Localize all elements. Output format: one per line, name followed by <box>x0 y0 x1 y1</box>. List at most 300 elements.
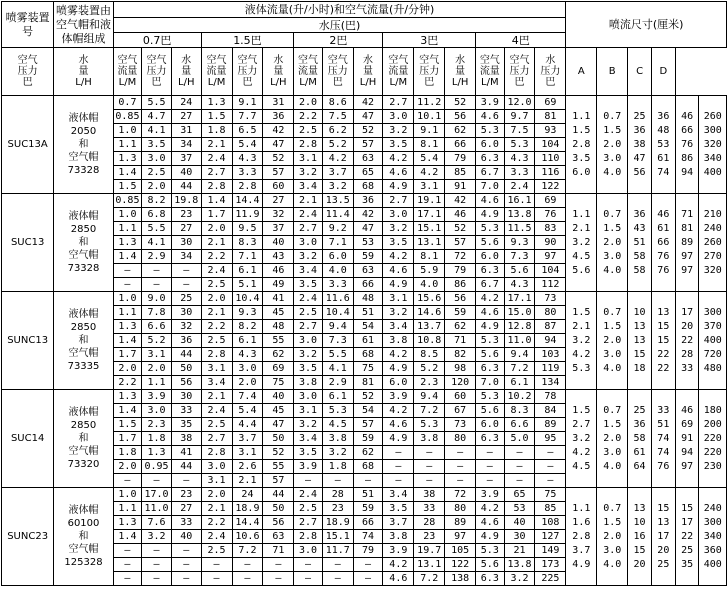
flow-cell: 3.8 <box>383 334 414 348</box>
flow-cell: 7.0 <box>476 376 505 390</box>
dims-cell: 240 <box>699 222 727 236</box>
flow-cell: 7.5 <box>322 110 353 124</box>
flow-cell: 6.6 <box>504 418 535 432</box>
flow-cell: 4.6 <box>383 166 414 180</box>
flow-cell: 83 <box>535 222 566 236</box>
flow-cell: – <box>171 474 201 488</box>
flow-cell: 47 <box>263 418 294 432</box>
dims-cell: 3.2 <box>566 236 597 250</box>
cap-line: 和 <box>78 433 89 444</box>
flow-cell: 12.0 <box>504 96 535 110</box>
flow-cell: 1.3 <box>113 320 142 334</box>
flow-cell: 6.1 <box>232 264 263 278</box>
flow-cell: 90 <box>535 236 566 250</box>
flow-cell: 2.7 <box>201 166 232 180</box>
flow-cell: 68 <box>353 460 383 474</box>
flow-cell: 1.3 <box>142 446 172 460</box>
flow-cell: 51 <box>353 306 383 320</box>
flow-cell: 48 <box>263 320 294 334</box>
dims-cell: 1.5 <box>566 124 597 138</box>
flow-cell: 35 <box>171 418 201 432</box>
table-row <box>2 488 727 502</box>
flow-cell: 6.3 <box>476 362 505 376</box>
dims-sub-header: B <box>597 48 628 96</box>
dims-cell: 2.8 <box>566 530 597 544</box>
dims-empty-cell <box>628 572 652 586</box>
dims-empty-cell <box>699 194 727 208</box>
flow-cell: 73 <box>535 292 566 306</box>
flow-cell: 57 <box>263 166 294 180</box>
dims-cell: 25 <box>628 110 652 124</box>
dims-cell: 2.0 <box>597 334 628 348</box>
flow-cell: 9.1 <box>414 124 445 138</box>
flow-cell: 1.4 <box>113 334 142 348</box>
cap-composition <box>54 292 113 390</box>
dims-sub-header: D <box>651 48 675 96</box>
flow-cell: 27 <box>263 194 294 208</box>
dims-cell: 400 <box>699 334 727 348</box>
flow-cell: 94 <box>535 334 566 348</box>
dims-cell: 33 <box>675 362 699 376</box>
flow-cell: 85 <box>445 166 476 180</box>
flow-cell: 3.2 <box>294 348 323 362</box>
dims-empty-cell <box>699 390 727 404</box>
flow-cell: 6.1 <box>504 376 535 390</box>
flow-cell: 31 <box>171 124 201 138</box>
flow-cell: 50 <box>171 362 201 376</box>
sub-column-header: 水 量 L/H <box>353 48 383 96</box>
flow-cell: 9.1 <box>232 96 263 110</box>
dims-empty-cell <box>628 96 652 110</box>
flow-cell: 46 <box>445 208 476 222</box>
flow-cell: 2.5 <box>201 544 232 558</box>
flow-cell: 2.0 <box>201 488 232 502</box>
flow-cell: 104 <box>535 264 566 278</box>
flow-cell: 73 <box>445 418 476 432</box>
sub-column-header: 水 量 L/H <box>54 48 113 96</box>
dims-cell: 76 <box>651 264 675 278</box>
flow-cell: 52 <box>445 222 476 236</box>
model-code: SUC13 <box>2 194 54 292</box>
flow-cell: 4.2 <box>383 348 414 362</box>
flow-cell: 30 <box>504 530 535 544</box>
flow-cell: 9.4 <box>504 348 535 362</box>
flow-cell: 40 <box>263 390 294 404</box>
dims-sub-header: C <box>628 48 652 96</box>
flow-cell: 68 <box>353 348 383 362</box>
flow-cell: 6.7 <box>476 278 505 292</box>
flow-cell: 3.2 <box>294 166 323 180</box>
flow-cell: 4.6 <box>383 418 414 432</box>
cap-line: 125328 <box>64 557 103 568</box>
flow-cell: 3.1 <box>383 292 414 306</box>
dims-cell: 15 <box>675 502 699 516</box>
flow-cell: 1.1 <box>113 502 142 516</box>
flow-cell: 6.6 <box>142 320 172 334</box>
dims-cell: 64 <box>628 460 652 474</box>
table-row <box>2 390 727 404</box>
dims-empty-cell <box>699 96 727 110</box>
dims-empty-cell <box>651 390 675 404</box>
flow-cell: 41 <box>263 292 294 306</box>
flow-cell: 4.7 <box>142 110 172 124</box>
dims-cell: 35 <box>675 558 699 572</box>
flow-cell: 13.8 <box>504 208 535 222</box>
cap-line: 73335 <box>67 361 100 372</box>
dims-empty-cell <box>566 572 597 586</box>
flow-cell: 2.5 <box>201 334 232 348</box>
flow-cell: 61 <box>353 334 383 348</box>
dims-cell: 61 <box>651 222 675 236</box>
dims-cell: 1.6 <box>566 516 597 530</box>
flow-cell: 4.9 <box>383 432 414 446</box>
flow-cell: 23 <box>171 488 201 502</box>
flow-cell: 5.3 <box>476 544 505 558</box>
flow-cell: 3.9 <box>294 460 323 474</box>
flow-cell: 13.7 <box>414 320 445 334</box>
flow-cell: 17.1 <box>504 292 535 306</box>
dims-empty-cell <box>675 180 699 194</box>
cap-line: 和 <box>78 335 89 346</box>
flow-cell: – <box>414 446 445 460</box>
flow-cell: 0.95 <box>142 460 172 474</box>
flow-cell: 4.9 <box>476 530 505 544</box>
flow-cell: 5.4 <box>232 404 263 418</box>
flow-cell: 36 <box>353 194 383 208</box>
flow-cell: 1.3 <box>113 390 142 404</box>
dims-cell: 74 <box>651 432 675 446</box>
flow-cell: 5.3 <box>476 222 505 236</box>
flow-cell: 5.5 <box>142 96 172 110</box>
flow-cell: 4.1 <box>142 236 172 250</box>
flow-cell: 3.7 <box>383 516 414 530</box>
flow-cell: 33 <box>414 502 445 516</box>
flow-cell: 2.5 <box>294 124 323 138</box>
flow-cell: 55 <box>263 460 294 474</box>
flow-cell: 56 <box>445 110 476 124</box>
dims-empty-cell <box>597 194 628 208</box>
cap-line: 2050 <box>70 126 97 137</box>
flow-cell: 3.7 <box>322 166 353 180</box>
flow-cell: – <box>201 558 232 572</box>
cap-composition <box>54 96 113 194</box>
dims-empty-cell <box>597 572 628 586</box>
flow-cell: 10.1 <box>414 110 445 124</box>
sub-column-header: 空气 压力 巴 <box>232 48 263 96</box>
dims-sub-header: A <box>566 48 597 96</box>
flow-cell: 5.3 <box>504 138 535 152</box>
flow-cell: 3.4 <box>294 432 323 446</box>
flow-cell: 3.2 <box>504 572 535 586</box>
flow-cell: 5.6 <box>476 404 505 418</box>
flow-cell: 2.8 <box>201 446 232 460</box>
dims-cell: 15 <box>628 544 652 558</box>
flow-cell: 8.3 <box>232 236 263 250</box>
flow-cell: – <box>113 572 142 586</box>
flow-cell: 4.1 <box>322 362 353 376</box>
dims-cell: 36 <box>628 418 652 432</box>
dims-cell: 4.2 <box>566 348 597 362</box>
flow-cell: 71 <box>263 544 294 558</box>
flow-cell: 1.0 <box>113 488 142 502</box>
flow-cell: – <box>142 264 172 278</box>
dims-empty-cell <box>566 194 597 208</box>
flow-cell: 3.0 <box>232 362 263 376</box>
flow-cell: 7.1 <box>322 236 353 250</box>
flow-cell: – <box>383 446 414 460</box>
flow-cell: 4.9 <box>383 180 414 194</box>
dims-empty-cell <box>597 180 628 194</box>
flow-cell: 5.3 <box>476 334 505 348</box>
flow-cell: 7.0 <box>476 180 505 194</box>
dims-empty-cell <box>566 474 597 488</box>
flow-cell: 2.4 <box>294 488 323 502</box>
flow-cell: 80 <box>535 306 566 320</box>
flow-cell: 4.6 <box>476 516 505 530</box>
flow-cell: 13.1 <box>414 236 445 250</box>
cap-composition <box>54 488 113 586</box>
flow-cell: 7.2 <box>504 362 535 376</box>
flow-cell: – <box>504 460 535 474</box>
flow-cell: 2.0 <box>113 460 142 474</box>
flow-cell: 2.7 <box>294 222 323 236</box>
dims-cell: 17 <box>675 516 699 530</box>
flow-cell: 1.0 <box>113 124 142 138</box>
flow-cell: 89 <box>445 516 476 530</box>
dims-empty-cell <box>597 96 628 110</box>
dims-empty-cell <box>651 488 675 502</box>
flow-cell: 103 <box>535 348 566 362</box>
dims-cell: 69 <box>675 418 699 432</box>
flow-cell: 138 <box>445 572 476 586</box>
flow-cell: 11.4 <box>322 208 353 222</box>
flow-cell: 5.4 <box>414 152 445 166</box>
cap-line: 60100 <box>67 518 100 529</box>
flow-cell: 1.8 <box>142 432 172 446</box>
dims-cell: 1.1 <box>566 110 597 124</box>
cap-line: 空气帽 <box>68 446 99 457</box>
flow-cell: – <box>414 460 445 474</box>
flow-cell: 47 <box>263 138 294 152</box>
flow-cell: 53 <box>353 236 383 250</box>
dims-cell: 2.0 <box>597 236 628 250</box>
dims-empty-cell <box>628 194 652 208</box>
flow-cell: 19.8 <box>171 194 201 208</box>
dims-cell: 15 <box>651 502 675 516</box>
dims-cell: 2.1 <box>566 320 597 334</box>
flow-cell: 23 <box>414 530 445 544</box>
flow-cell: 127 <box>535 530 566 544</box>
flow-cell: 122 <box>445 558 476 572</box>
sub-column-header: 空气 流量 L/M <box>476 48 505 96</box>
model-code: SUNC13 <box>2 292 54 390</box>
flow-cell: 6.0 <box>476 138 505 152</box>
flow-cell: 9.5 <box>232 222 263 236</box>
flow-cell: 57 <box>445 236 476 250</box>
flow-cell: – <box>445 460 476 474</box>
dims-cell: 3.0 <box>597 446 628 460</box>
flow-cell: 2.7 <box>383 194 414 208</box>
flow-cell: 3.1 <box>414 180 445 194</box>
flow-cell: 2.7 <box>383 96 414 110</box>
dims-cell: 13 <box>651 306 675 320</box>
flow-cell: 97 <box>535 250 566 264</box>
dims-cell: 22 <box>651 362 675 376</box>
flow-cell: 7.6 <box>142 516 172 530</box>
flow-cell: 40 <box>171 166 201 180</box>
flow-cell: – <box>476 446 505 460</box>
dims-empty-cell <box>628 474 652 488</box>
flow-cell: – <box>353 572 383 586</box>
flow-cell: 81 <box>353 376 383 390</box>
dims-cell: 4.0 <box>597 362 628 376</box>
flow-cell: – <box>294 572 323 586</box>
dims-empty-cell <box>597 474 628 488</box>
dims-cell: 340 <box>699 530 727 544</box>
flow-cell: 2.1 <box>201 502 232 516</box>
dims-cell: 3.0 <box>597 348 628 362</box>
dims-cell: 1.5 <box>566 306 597 320</box>
dims-title: 喷流尺寸(厘米) <box>566 2 727 48</box>
flow-cell: 6.5 <box>232 124 263 138</box>
flow-cell: 6.3 <box>476 432 505 446</box>
dims-cell: 22 <box>675 530 699 544</box>
flow-cell: – <box>171 572 201 586</box>
flow-cell: 76 <box>535 208 566 222</box>
flow-cell: 2.4 <box>504 180 535 194</box>
flow-cell: 42 <box>353 208 383 222</box>
dims-empty-cell <box>651 180 675 194</box>
dims-empty-cell <box>597 390 628 404</box>
flow-cell: 2.4 <box>201 530 232 544</box>
flow-cell: 66 <box>353 278 383 292</box>
dims-cell: 18 <box>628 362 652 376</box>
dims-empty-cell <box>651 474 675 488</box>
dims-cell: 76 <box>651 250 675 264</box>
flow-cell: 19.1 <box>414 194 445 208</box>
dims-cell: 300 <box>699 306 727 320</box>
flow-cell: 11.0 <box>142 502 172 516</box>
flow-cell: 1.3 <box>113 516 142 530</box>
flow-cell: 3.2 <box>383 306 414 320</box>
dims-cell: 76 <box>651 460 675 474</box>
dims-empty-cell <box>628 292 652 306</box>
flow-cell: 1.4 <box>113 404 142 418</box>
flow-cell: 95 <box>535 432 566 446</box>
flow-cell: 2.4 <box>201 152 232 166</box>
flow-cell: 0.85 <box>113 194 142 208</box>
flow-cell: – <box>445 474 476 488</box>
flow-cell: 2.3 <box>414 376 445 390</box>
dims-cell: 2.7 <box>566 418 597 432</box>
dims-cell: 97 <box>675 264 699 278</box>
table-row <box>2 96 727 110</box>
dims-cell: 20 <box>675 320 699 334</box>
dims-sub-header: 空气 压力 巴 <box>504 48 535 96</box>
flow-cell: 11.9 <box>232 208 263 222</box>
flow-cell: 11.0 <box>504 334 535 348</box>
dims-empty-cell <box>675 96 699 110</box>
flow-cell: 40 <box>504 516 535 530</box>
flow-cell: 7.1 <box>232 250 263 264</box>
flow-cell: 59 <box>445 306 476 320</box>
flow-cell: 4.9 <box>383 278 414 292</box>
flow-cell: 48 <box>353 292 383 306</box>
flow-cell: 89 <box>535 418 566 432</box>
dims-cell: 20 <box>651 544 675 558</box>
dims-cell: 200 <box>699 418 727 432</box>
flow-cell: 52 <box>353 390 383 404</box>
dims-cell: 270 <box>699 250 727 264</box>
dims-cell: 5.6 <box>566 264 597 278</box>
flow-cell: 7.7 <box>232 110 263 124</box>
flow-cell: 15.0 <box>504 306 535 320</box>
flow-cell: 54 <box>353 404 383 418</box>
flow-cell: 2.1 <box>201 236 232 250</box>
flow-cell: 4.9 <box>476 208 505 222</box>
flow-cell: 108 <box>535 516 566 530</box>
cap-line: 和 <box>78 237 89 248</box>
dims-cell: 36 <box>628 124 652 138</box>
flow-cell: 2.9 <box>322 376 353 390</box>
flow-cell: 10.6 <box>232 530 263 544</box>
dims-cell: 3.5 <box>566 152 597 166</box>
flow-cell: 44 <box>171 460 201 474</box>
dims-empty-cell <box>699 278 727 292</box>
flow-cell: 1.1 <box>142 376 172 390</box>
flow-cell: 2.4 <box>201 404 232 418</box>
dims-empty-cell <box>699 488 727 502</box>
cap-line: 和 <box>78 531 89 542</box>
flow-cell: 2.1 <box>232 474 263 488</box>
cap-line: 空气帽 <box>68 152 99 163</box>
cap-line: 2850 <box>70 322 97 333</box>
dims-cell: 48 <box>651 124 675 138</box>
flow-cell: 4.2 <box>383 558 414 572</box>
cap-line: 液体帽 <box>68 505 99 516</box>
cap-line: 73328 <box>67 165 100 176</box>
flow-cell: 4.2 <box>383 404 414 418</box>
flow-cell: 3.0 <box>383 208 414 222</box>
flow-cell: 11.6 <box>322 292 353 306</box>
flow-cell: – <box>476 474 505 488</box>
flow-cell: 24 <box>232 488 263 502</box>
dims-cell: 86 <box>675 152 699 166</box>
flow-cell: 74 <box>353 530 383 544</box>
flow-cell: 3.5 <box>383 236 414 250</box>
flow-cell: 3.2 <box>383 222 414 236</box>
flow-cell: 3.1 <box>142 348 172 362</box>
cap-line: 液体帽 <box>68 211 99 222</box>
flow-cell: 3.4 <box>383 320 414 334</box>
dims-empty-cell <box>651 292 675 306</box>
dims-cell: 4.5 <box>566 460 597 474</box>
flow-cell: – <box>353 474 383 488</box>
flow-cell: – <box>322 558 353 572</box>
pressure-header: 3巴 <box>383 33 476 48</box>
flow-cell: – <box>445 446 476 460</box>
dims-cell: 97 <box>675 460 699 474</box>
flow-cell: – <box>414 474 445 488</box>
sub-column-header: 空气 压力 巴 <box>414 48 445 96</box>
dims-empty-cell <box>651 376 675 390</box>
dims-cell: 76 <box>675 138 699 152</box>
flow-cell: 27 <box>171 110 201 124</box>
flow-cell: 52 <box>353 124 383 138</box>
flow-cell: 3.9 <box>383 390 414 404</box>
flow-cell: 51 <box>353 488 383 502</box>
flow-cell: 173 <box>535 558 566 572</box>
